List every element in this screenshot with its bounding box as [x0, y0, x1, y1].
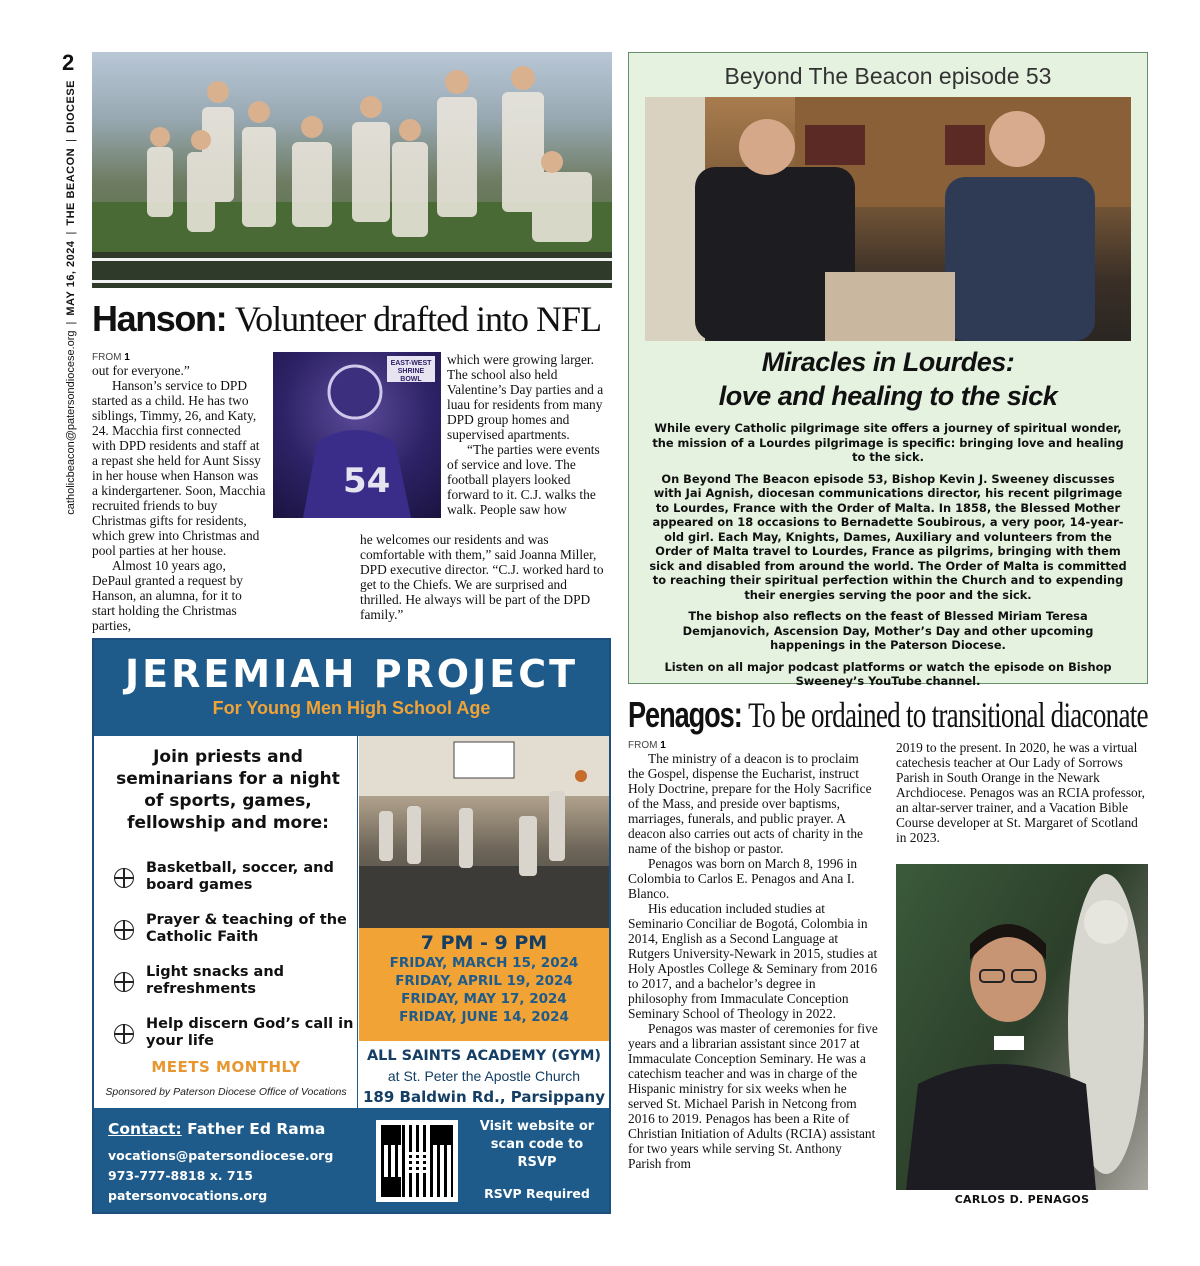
- headline-line: Miracles in Lourdes:: [761, 347, 1015, 377]
- headline-text: To be ordained to transitional diaconate: [748, 695, 1148, 735]
- headline-text: Volunteer drafted into NFL: [234, 299, 602, 339]
- activity-label: Prayer & teaching of the Catholic Faith: [146, 912, 347, 945]
- beacon-title: Beyond The Beacon episode 53: [724, 63, 1052, 89]
- contact-website[interactable]: patersonvocations.org: [108, 1188, 268, 1203]
- hanson-group-photo: [92, 52, 612, 288]
- headline-kicker: Penagos:: [628, 694, 742, 735]
- paragraph: 2019 to the present. In 2020, he was a virtual catechesis teacher at Our Lady of Sorrows Parish in South Orange in the Newark Archdiocese. Penagos was an RCIA professor, an altar-server trainer, and a Vacation Bible Course developer at St. Margaret of Scotland in 2023.: [896, 740, 1145, 845]
- paragraph: Hanson’s service to DPD started as a child. He has two siblings, Timmy, 26, and Katy, 24. Macchia first connected with DPD residents and staff at a repast she held for Aunt Sissy in her house when Hanson was a kindergartener. Soon, Macchia recruited friends to buy Christmas gifts for residents, which grew into Christmas and pool parties at her house.: [92, 378, 266, 558]
- basketball-icon: [114, 1024, 134, 1044]
- contact-line: [108, 1120, 325, 1138]
- list-item: [114, 860, 354, 912]
- photo-caption: CARLOS D. PENAGOS: [954, 1193, 1090, 1206]
- paragraph: which were growing larger. The school also held Valentine’s Day parties and a luau for residents from many DPD group homes and supervised apartments.: [447, 352, 604, 442]
- ad-header: [94, 640, 609, 736]
- jump-line: [628, 740, 878, 751]
- rail-date: MAY 16, 2024: [65, 240, 77, 316]
- ad-contact-bar: [94, 1108, 609, 1212]
- basketball-icon: [114, 920, 134, 940]
- rail-section: DIOCESE: [65, 80, 77, 134]
- gym-illustration: [359, 736, 609, 928]
- ad-activities: [94, 736, 358, 1108]
- penagos-headline: [628, 696, 1148, 734]
- ad-subtitle: For Young Men High School Age: [212, 698, 491, 718]
- from-page: 1: [660, 740, 666, 751]
- hanson-headline: [92, 300, 601, 338]
- paragraph: The bishop also reflects on the feast of Blessed Miriam Teresa Demjanovich, Ascension Day, Mother’s Day and other upcoming happenings in the Paterson Diocese.: [682, 609, 1094, 652]
- shrine-bowl-logo: EAST-WEST SHRINE BOWL: [387, 356, 435, 382]
- activity-label: Light snacks and refreshments: [146, 964, 285, 997]
- paragraph: On Beyond The Beacon episode 53, Bishop Kevin J. Sweeney discusses with Jai Agnish, diocesan communications director, his recent pilgrimage to Lourdes, France with the Order of Malta. In 1858, the Blessed Mother appeared on 18 occasions to Bernadette Soubirous, a very poor, 14-year-old girl. Each May, Knights, Dames, Auxiliary and volunteers from the Order of Malta travel to Lourdes, France as pilgrims, bringing with them sick and disabled from around the world. The Order of Malta is committed to reaching their spiritual perfection within the Church and to expending their energies serving the poor and the sick.: [649, 471, 1127, 602]
- venue-address: 189 Baldwin Rd., Parsippany: [362, 1088, 605, 1106]
- list-item: [114, 912, 354, 964]
- visit-website: Visit website or scan code to RSVP: [479, 1119, 595, 1170]
- hanson-football-photo: [273, 352, 441, 518]
- contact-email[interactable]: vocations@patersondiocese.org: [108, 1148, 334, 1163]
- beyond-the-beacon-box: [628, 52, 1148, 688]
- rail-sep: |: [65, 231, 77, 235]
- ad-date: FRIDAY, JUNE 14, 2024: [399, 1009, 569, 1025]
- activity-label: Basketball, soccer, and board games: [146, 860, 334, 893]
- paragraph: Almost 10 years ago, DePaul granted a request by Hanson, an alumna, for it to start holding the Christmas parties,: [92, 558, 243, 633]
- basketball-icon: [114, 868, 134, 888]
- page-number: 2: [62, 50, 75, 75]
- activity-list: [114, 860, 354, 1068]
- rsvp-required: RSVP Required: [484, 1186, 590, 1201]
- from-label: FROM: [628, 740, 658, 751]
- hanson-column-1: [92, 352, 267, 633]
- rail-site: catholicbeacon@patersondiocese.org: [65, 330, 77, 515]
- ad-sponsor: Sponsored by Paterson Diocese Office of Vocations: [105, 1086, 347, 1098]
- from-label: FROM: [92, 352, 122, 363]
- hanson-column-2-continued: [360, 532, 612, 622]
- ad-venue: [359, 1042, 609, 1106]
- penagos-column-1: [628, 740, 878, 1171]
- hanson-column-2: [447, 352, 612, 517]
- jeremiah-project-ad: [92, 638, 611, 1214]
- gym-photo: [359, 736, 609, 928]
- ad-schedule: [359, 928, 609, 1041]
- ad-time: 7 PM - 9 PM: [420, 932, 548, 954]
- venue-name: ALL SAINTS ACADEMY (GYM): [366, 1048, 602, 1064]
- contact-phone[interactable]: 973-777-8818 x. 715: [108, 1168, 253, 1183]
- ad-invitation: Join priests and seminarians for a night of sports, games, fellowship and more:: [116, 747, 340, 833]
- paragraph: The ministry of a deacon is to proclaim the Gospel, dispense the Eucharist, instruct Holy Doctrine, prepare for the Holy Sacrifice of the Mass, and preside over baptisms, marriages, funerals, and public prayer. A deacon also carries out acts of charity in the name of the bishop or pastor.: [628, 751, 872, 856]
- list-item: [114, 964, 354, 1016]
- from-page: 1: [124, 352, 130, 363]
- podcast-photo: [645, 97, 1131, 341]
- podcast-illustration: [645, 97, 1131, 341]
- ad-title: JEREMIAH PROJECT: [124, 652, 579, 696]
- beacon-headline: [629, 345, 1147, 413]
- penagos-portrait: [896, 864, 1148, 1190]
- meets-monthly: MEETS MONTHLY: [151, 1058, 301, 1076]
- venue-church: at St. Peter the Apostle Church: [387, 1068, 581, 1084]
- penagos-column-2: [896, 740, 1148, 845]
- contact-label: Contact:: [108, 1120, 182, 1138]
- paragraph: His education included studies at Seminario Conciliar de Bogotá, Colombia in 2014, English as a Second Language at Rutgers University-Newark in 2015, studies at Holy Apostles College & Seminary from 2016 to 2017, and a bachelor’s degree in philosophy from Immaculate Conception Seminary School of Theology in 2022.: [628, 901, 878, 1021]
- paragraph: While every Catholic pilgrimage site offers a journey of spiritual wonder, the mission of a Lourdes pilgrimage is specific: bringing love and healing to the sick.: [652, 421, 1124, 464]
- paragraph: Listen on all major podcast platforms or watch the episode on Bishop Sweeney’s YouTube channel.: [664, 659, 1112, 688]
- contact-name: Father Ed Rama: [187, 1120, 326, 1138]
- headline-kicker: Hanson:: [92, 298, 227, 339]
- jump-line: [92, 352, 267, 363]
- ad-date: FRIDAY, APRIL 19, 2024: [395, 973, 573, 989]
- svg-text:54: 54: [343, 461, 391, 501]
- ad-date: FRIDAY, MAY 17, 2024: [401, 991, 567, 1007]
- side-rail: [60, 80, 82, 550]
- paragraph: Penagos was master of ceremonies for five years and a librarian assistant since 2017 at Immaculate Conception Seminary. He was a catechism teacher and was in charge of the Hispanic ministry for six weeks when he served St. Michael Parish in Netcong from 2016 to 2019. Penagos has been a Rite of Christian Initiation of Adults (RCIA) assistant for two years while serving St. Anthony Parish from: [628, 1021, 878, 1171]
- paragraph: he welcomes our residents and was comfortable with them,” said Joanna Miller, DPD executive director. “C.J. worked hard to get to the Chiefs. We are surprised and thrilled. He always will be part of the DPD family.”: [360, 532, 604, 622]
- paragraph: Penagos was born on March 8, 1996 in Colombia to Carlos E. Penagos and Ana I. Blanco.: [628, 856, 858, 901]
- activity-label: Help discern God’s call in your life: [146, 1016, 354, 1049]
- rail-sep: |: [65, 321, 77, 325]
- qr-code-icon[interactable]: [376, 1120, 458, 1202]
- paragraph: “The parties were events of service and love. The football players looked forward to it. C.J. walks the walk. People saw how: [447, 442, 600, 517]
- basketball-icon: [114, 972, 134, 992]
- rail-sep: |: [65, 139, 77, 142]
- beacon-body: [647, 421, 1129, 696]
- ad-date: FRIDAY, MARCH 15, 2024: [389, 955, 579, 971]
- group-photo-illustration: [92, 52, 612, 288]
- rail-paper: THE BEACON: [65, 147, 77, 226]
- portrait-illustration: [896, 864, 1148, 1190]
- paragraph: out for everyone.”: [92, 363, 190, 378]
- headline-line: love and healing to the sick: [718, 381, 1058, 411]
